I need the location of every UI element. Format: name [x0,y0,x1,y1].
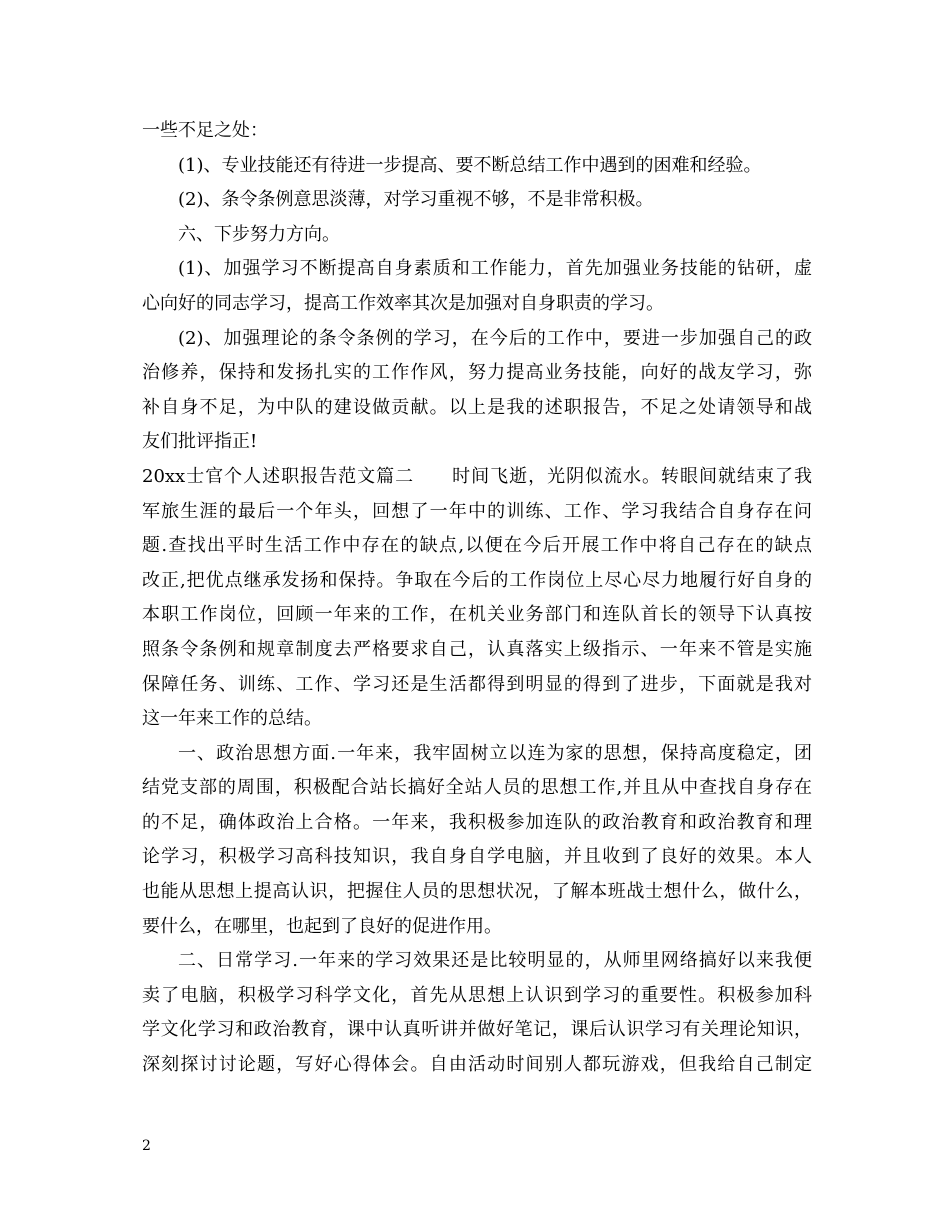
text-line: 深刻探讨讨论题，写好心得体会。自由活动时间别人都玩游戏，但我给自己制定 [142,1054,812,1076]
document-body [142,114,812,1083]
text-line: 治修养，保持和发扬扎实的工作作风，努力提高业务技能，向好的战友学习，弥 [142,362,812,384]
text-line: 改正,把优点继承发扬和保持。争取在今后的工作岗位上尽心尽力地履行好自身的 [142,569,812,591]
text-line: 保障任务、训练、工作、学习还是生活都得到明显的得到了进步，下面就是我对 [142,673,812,695]
text-line: (2)、加强理论的条令条例的学习，在今后的工作中，要进一步加强自己的政 [178,327,812,349]
text-line: 补自身不足，为中队的建设做贡献。以上是我的述职报告，不足之处请领导和战 [142,396,812,418]
text-line: 论学习，积极学习高科技知识，我自身自学电脑，并且收到了良好的效果。本人 [142,846,812,868]
text-line: 结党支部的周围，积极配合站长搞好全站人员的思想工作,并且从中查找自身存在 [142,777,812,799]
text-line: 题.查找出平时生活工作中存在的缺点,以便在今后开展工作中将自己存在的缺点 [142,535,812,557]
text-line: 心向好的同志学习，提高工作效率其次是加强对自身职责的学习。 [142,292,664,314]
text-line: 军旅生涯的最后一个年头，回想了一年中的训练、工作、学习我结合自身存在问 [142,500,812,522]
text-line: 一些不足之处： [142,120,268,141]
text-line: (2)、条令条例意思淡薄，对学习重视不够，不是非常积极。 [178,189,654,211]
text-line: 的不足，确体政治上合格。一年来，我积极参加连队的政治教育和政治教育和理 [142,811,812,833]
text-line: 也能从思想上提高认识，把握住人员的思想状况，了解本班战士想什么，做什么， [142,881,812,903]
text-line: 照条令条例和规章制度去严格要求自己，认真落实上级指示、一年来不管是实施 [142,638,812,660]
text-line: 一、政治思想方面.一年来，我牢固树立以连为家的思想，保持高度稳定，团 [178,742,812,764]
text-line: (1)、专业技能还有待进一步提高、要不断总结工作中遇到的困难和经验。 [178,154,762,176]
text-line: 二、日常学习.一年来的学习效果还是比较明显的，从师里网络搞好以来我便 [178,950,812,972]
text-line: (1)、加强学习不断提高自身素质和工作能力，首先加强业务技能的钻研，虚 [178,258,812,280]
text-line: 这一年来工作的总结。 [142,708,322,730]
text-line: 要什么，在哪里，也起到了良好的促进作用。 [142,915,502,937]
text-line: 卖了电脑，积极学习科学文化，首先从思想上认识到学习的重要性。积极参加科 [142,984,812,1006]
page-number: 2 [142,1138,151,1154]
text-line: 本职工作岗位，回顾一年来的工作，在机关业务部门和连队首长的领导下认真按 [142,604,812,626]
text-line: 学文化学习和政治教育，课中认真听讲并做好笔记，课后认识学习有关理论知识， [142,1019,812,1041]
text-line: 友们批评指正! [142,431,258,453]
text-line: 20xx士官个人述职报告范文篇二 时间飞逝，光阴似流水。转眼间就结束了我 [142,465,812,487]
text-line: 六、下步努力方向。 [178,223,340,245]
